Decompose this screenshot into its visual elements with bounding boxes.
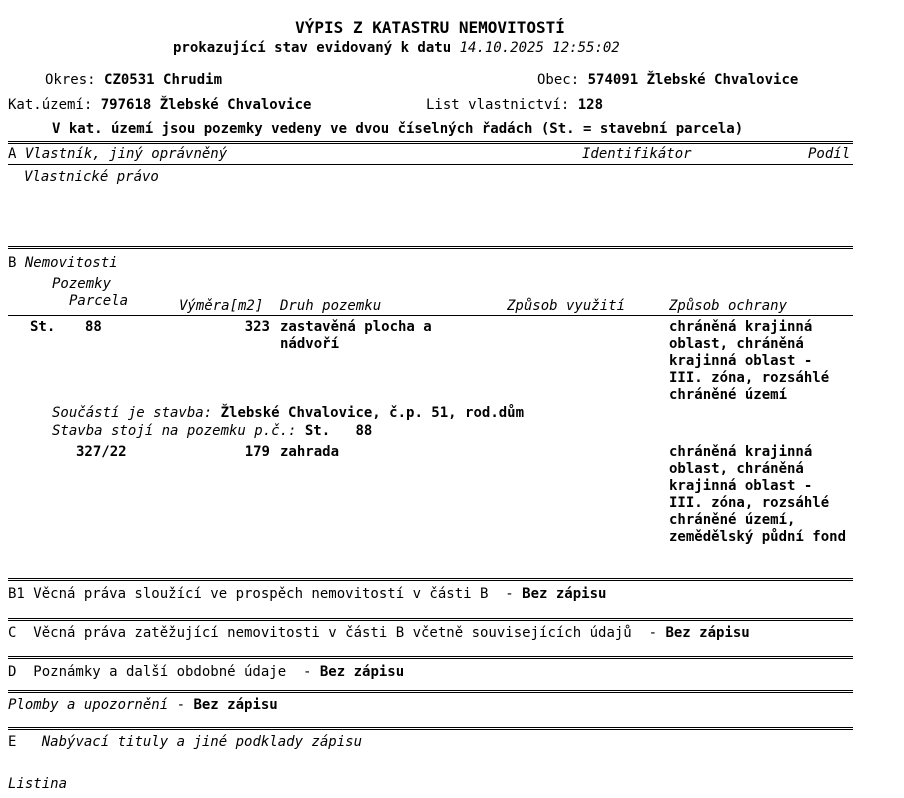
section-plomby [8, 697, 278, 714]
vlastnicke-pravo: Vlastnické právo [24, 169, 159, 185]
stavba-stoji [52, 423, 372, 440]
listina-label: Listina [8, 776, 68, 792]
section-divider [8, 578, 853, 581]
plomby-text: Plomby a upozornění [8, 697, 169, 713]
section-divider [8, 690, 853, 693]
plomby-value: Bez zápisu [193, 697, 278, 713]
col-zpusob-vyuziti: Způsob využití [507, 298, 626, 314]
row-druh: zahrada [280, 444, 340, 460]
col-identifikator: Identifikátor [582, 146, 692, 162]
section-e-heading [8, 734, 362, 751]
soucasti-stavba [52, 405, 524, 422]
section-a-letter: A [8, 146, 17, 162]
parcel-series-note: V kat. území jsou pozemky vedeny ve dvou číselných řadách (St. = stavební parcela) [52, 121, 744, 137]
section-divider [8, 727, 853, 730]
section-b1 [8, 586, 606, 603]
col-parcela: Parcela [69, 293, 129, 309]
row-vymera: 179 [244, 444, 270, 460]
section-d-text: D Poznámky a další obdobné údaje - [8, 664, 320, 680]
section-e-letter: E [8, 734, 17, 750]
row-vymera: 323 [244, 319, 270, 335]
okres [45, 72, 222, 89]
section-b-title: Nemovitosti [24, 255, 118, 271]
section-b1-text: B1 Věcná práva sloužící ve prospěch nemovitostí v části B - [8, 586, 523, 602]
row-parcela: 327/22 [76, 444, 127, 460]
section-divider [8, 618, 853, 621]
col-druh: Druh pozemku [280, 298, 382, 314]
katastralni-uzemi [8, 97, 311, 114]
list-vlastnictvi [426, 97, 603, 114]
stoji-label: Stavba stojí na pozemku p.č.: [52, 423, 297, 439]
section-divider [8, 141, 853, 144]
section-divider [8, 656, 853, 659]
row-ochrana: chráněná krajinná oblast, chráněná krajinná oblast - III. zóna, rozsáhlé chráněné území, zemědělský půdní fond [669, 444, 847, 545]
subtitle [173, 40, 620, 57]
row-druh: zastavěná plocha a nádvoří [280, 319, 432, 352]
stoji-value: St. 88 [304, 423, 373, 439]
section-b1-value: Bez zápisu [522, 586, 607, 602]
row-ochrana: chráněná krajinná oblast, chráněná krajinná oblast - III. zóna, rozsáhlé chráněné území [669, 319, 830, 403]
section-d [8, 664, 404, 681]
section-a-title: Vlastník, jiný oprávněný [24, 146, 228, 162]
lv-value: 128 [577, 97, 604, 113]
obec-label: Obec: [537, 72, 580, 88]
header-rule [8, 315, 853, 316]
col-zpusob-ochrany: Způsob ochrany [669, 298, 788, 314]
section-c-text: C Věcná práva zatěžující nemovitosti v části B včetně souvisejících údajů - [8, 625, 666, 641]
okres-value: CZ0531 Chrudim [104, 72, 223, 88]
section-c-value: Bez zápisu [665, 625, 750, 641]
lv-label: List vlastnictví: [426, 97, 570, 113]
section-b-heading [8, 255, 118, 272]
section-b-letter: B [8, 255, 17, 271]
stavba-label: Součástí je stavba: [52, 405, 213, 421]
header-rule [8, 164, 853, 165]
col-podil: Podíl [808, 146, 851, 162]
subtitle-date: 14.10.2025 12:55:02 [459, 40, 620, 56]
section-a-heading [8, 146, 227, 163]
obec [537, 72, 798, 89]
pozemky-label: Pozemky [52, 276, 112, 292]
col-vymera: Výměra[m2] [179, 298, 264, 314]
okres-label: Okres: [45, 72, 96, 88]
stavba-value: Žlebské Chvalovice, č.p. 51, rod.dům [220, 405, 525, 421]
section-e-title: Nabývací tituly a jiné podklady zápisu [41, 734, 363, 750]
katuzemi-value: 797618 Žlebské Chvalovice [100, 97, 312, 113]
subtitle-label: prokazující stav evidovaný k datu [173, 40, 452, 56]
obec-value: 574091 Žlebské Chvalovice [587, 72, 799, 88]
section-d-value: Bez zápisu [319, 664, 405, 680]
page-title: VÝPIS Z KATASTRU NEMOVITOSTÍ [295, 18, 565, 37]
section-c [8, 625, 750, 642]
section-divider [8, 246, 853, 249]
katuzemi-label: Kat.území: [8, 97, 93, 113]
plomby-sep: - [168, 697, 194, 713]
row-prefix: St. [30, 319, 56, 335]
row-parcela: 88 [85, 319, 102, 335]
